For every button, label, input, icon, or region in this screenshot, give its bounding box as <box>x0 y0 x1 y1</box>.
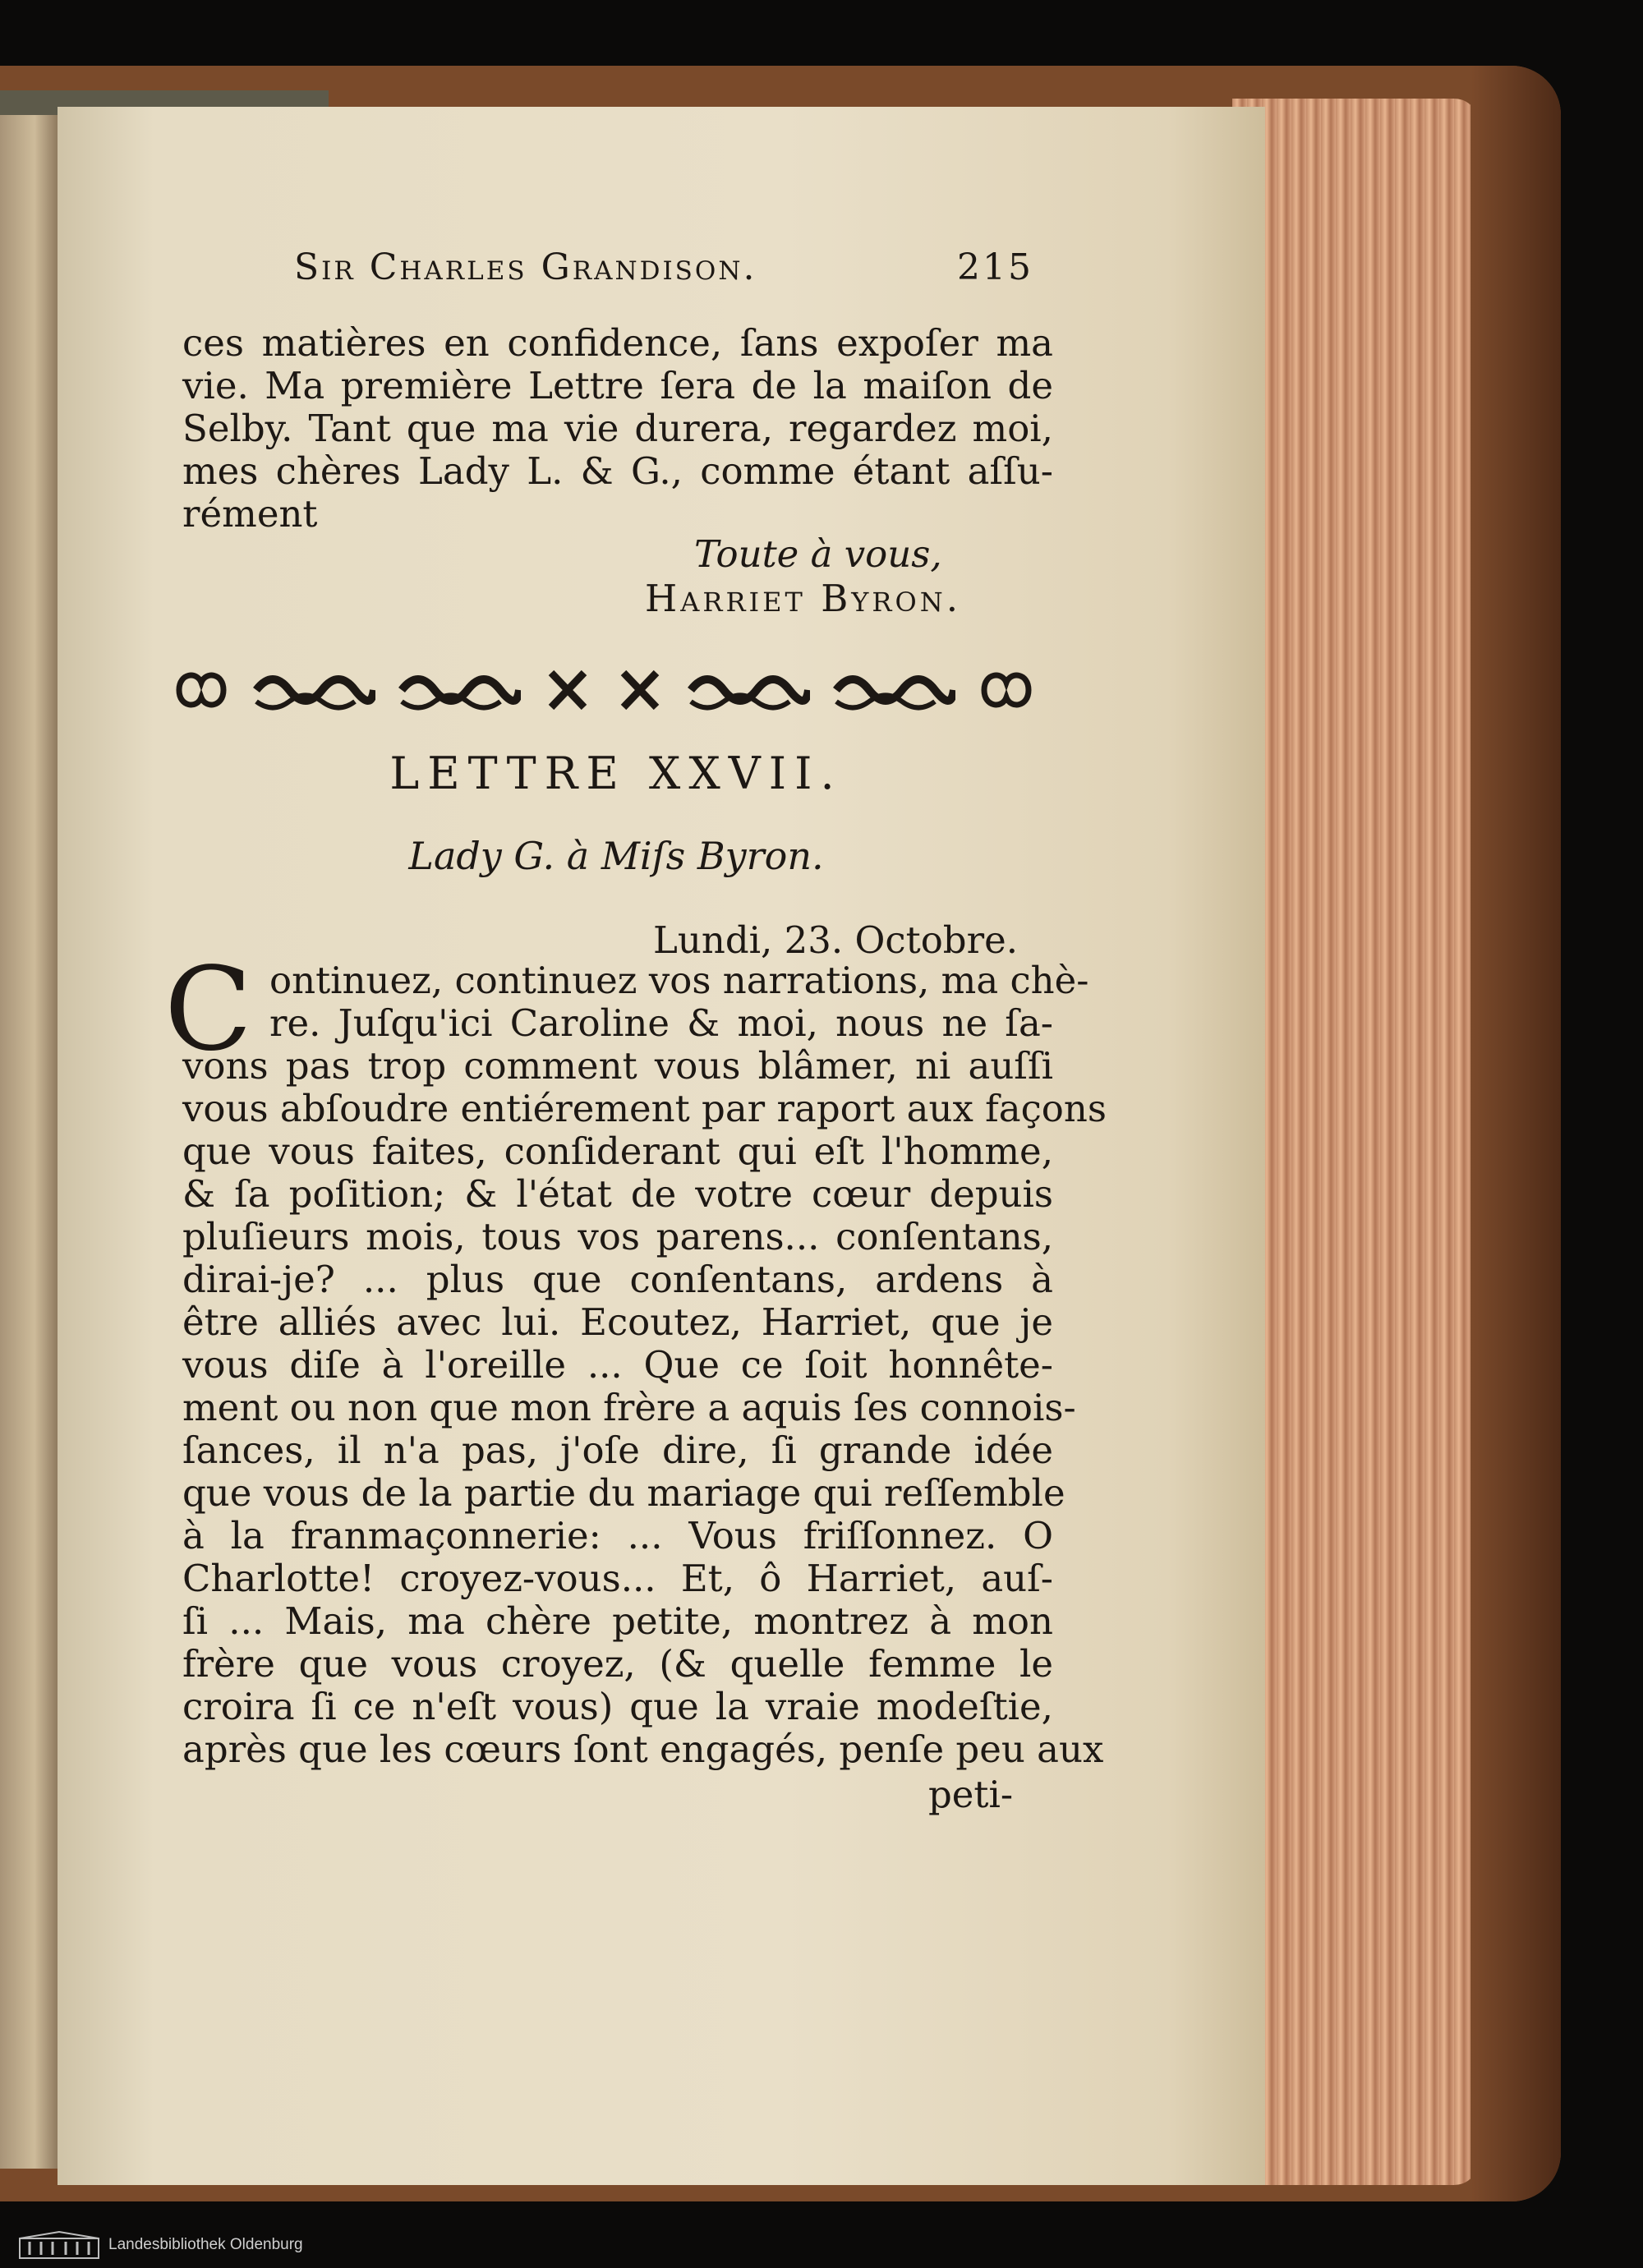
page-edges <box>1232 99 1479 2185</box>
running-head-title: Sir Charles Grandison. <box>294 246 757 288</box>
text-line: ſi ... Mais, ma chère petite, montrez à mon <box>182 1599 1053 1643</box>
text-line: vie. Ma première Lettre ſera de la maiſon de <box>182 364 1053 407</box>
text-line: pluſieurs mois, tous vos parens... conſentans, <box>182 1215 1053 1258</box>
text-line: ces matières en confidence, ſans expoſer ma <box>182 321 1053 365</box>
text-line: dirai-je? ... plus que conſentans, ardens à <box>182 1258 1053 1301</box>
dateline: Lundi, 23. Octobre. <box>653 918 1019 962</box>
signature: Harriet Byron. <box>645 577 962 620</box>
text-line: frère que vous croyez, (& quelle femme le <box>182 1642 1053 1686</box>
text-line: ontinuez, continuez vos narrations, ma chè- <box>269 959 1089 1002</box>
ornament-scroll-icon <box>687 665 810 715</box>
ornament-rule <box>173 657 1035 723</box>
page-number: 215 <box>957 246 1033 288</box>
text-line: ſances, il n'a pas, j'oſe dire, ſi grande idée <box>182 1428 1053 1472</box>
text-line: que vous de la partie du mariage qui reſſemble <box>182 1471 1065 1515</box>
catchword: peti- <box>928 1773 1014 1816</box>
text-line: vons pas trop comment vous blâmer, ni auſſi <box>182 1044 1053 1088</box>
ornament-scroll-icon <box>398 665 521 715</box>
text-line: Selby. Tant que ma vie durera, regardez moi, <box>182 407 1053 450</box>
closing: Toute à vous, <box>694 532 942 576</box>
text-line: Charlotte! croyez-vous... Et, ô Harriet, auſ- <box>182 1557 1053 1600</box>
ornament-fleuron-icon <box>978 665 1035 715</box>
text-line: que vous faites, conſiderant qui eſt l'homme, <box>182 1129 1053 1173</box>
ornament-scroll-icon <box>252 665 375 715</box>
running-head <box>294 246 1033 288</box>
letter-subheading: Lady G. à Miſs Byron. <box>408 834 824 878</box>
ornament-fleuron-icon <box>173 665 230 715</box>
right-cover <box>1470 66 1561 2201</box>
text-line: re. Juſqu'ici Caroline & moi, nous ne ſa- <box>269 1001 1053 1045</box>
library-logo-icon <box>18 2230 100 2260</box>
letter-heading: LETTRE XXVII. <box>389 748 843 799</box>
ornament-scroll-icon <box>832 665 955 715</box>
library-name: Landesbibliothek Oldenburg <box>108 2236 303 2253</box>
text-line: après que les cœurs ſont engagés, penſe peu aux <box>182 1727 1104 1771</box>
text-line: vous diſe à l'oreille ... Que ce ſoit honnête- <box>182 1343 1053 1387</box>
ornament-cross-icon <box>615 665 665 715</box>
text-line: & ſa poſition; & l'état de votre cœur depuis <box>182 1172 1053 1216</box>
text-line: mes chères Lady L. & G., comme étant aſſu- <box>182 449 1053 493</box>
text-line: croira ſi ce n'eſt vous) que la vraie modeſtie, <box>182 1685 1053 1728</box>
ornament-cross-icon <box>543 665 592 715</box>
text-line: ment ou non que mon frère a aquis ſes connois- <box>182 1386 1076 1429</box>
text-line: à la franmaçonnerie: ... Vous friſſonnez. O <box>182 1514 1053 1557</box>
drop-capital: C <box>164 943 253 1077</box>
text-line: vous abſoudre entiérement par raport aux façons <box>182 1087 1107 1130</box>
text-line: rément <box>182 492 318 536</box>
text-line: être alliés avec lui. Ecoutez, Harriet, que je <box>182 1300 1053 1344</box>
left-page-edge <box>0 115 58 2169</box>
